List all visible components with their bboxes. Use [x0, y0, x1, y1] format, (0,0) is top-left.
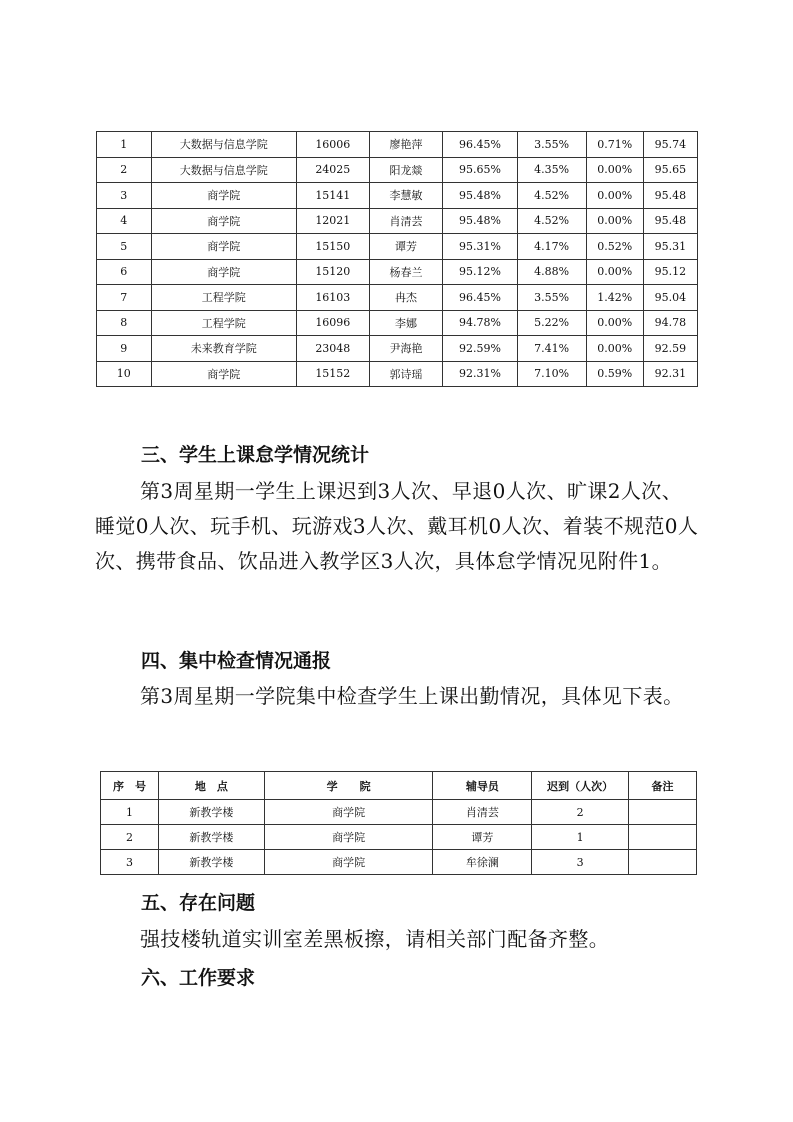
- rate-cell-2: 3.55%: [517, 132, 586, 158]
- staff-id-cell: 16006: [296, 132, 369, 158]
- staff-id-cell: 24025: [296, 157, 369, 183]
- rate-cell-3: 0.59%: [586, 361, 643, 387]
- rate-cell-2: 4.52%: [517, 208, 586, 234]
- rate-cell-3: 1.42%: [586, 285, 643, 311]
- number-cell: 2: [101, 825, 159, 850]
- score-cell: 92.31: [643, 361, 697, 387]
- rate-cell-3: 0.00%: [586, 259, 643, 285]
- score-cell: 95.12: [643, 259, 697, 285]
- college-cell: 商学院: [151, 183, 296, 209]
- section-4-paragraph: 第3周星期一学院集中检查学生上课出勤情况，具体见下表。: [140, 684, 684, 708]
- late-count-cell: 1: [532, 825, 629, 850]
- number-cell: 1: [101, 800, 159, 825]
- rank-cell: 5: [97, 234, 152, 260]
- college-cell: 大数据与信息学院: [151, 157, 296, 183]
- rate-cell-2: 4.88%: [517, 259, 586, 285]
- late-count-cell: 2: [532, 800, 629, 825]
- score-cell: 95.04: [643, 285, 697, 311]
- college-cell: 工程学院: [151, 310, 296, 336]
- name-cell: 廖艳萍: [369, 132, 443, 158]
- college-cell: 工程学院: [151, 285, 296, 311]
- ranking-row: [97, 259, 698, 285]
- col-header-number: 序 号: [101, 772, 159, 800]
- counselor-cell: 肖清芸: [433, 800, 532, 825]
- staff-id-cell: 15150: [296, 234, 369, 260]
- ranking-row: [97, 361, 698, 387]
- name-cell: 肖清芸: [369, 208, 443, 234]
- name-cell: 阳龙燚: [369, 157, 443, 183]
- rate-cell-1: 95.65%: [443, 157, 517, 183]
- rate-cell-1: 95.48%: [443, 208, 517, 234]
- score-cell: 95.48: [643, 208, 697, 234]
- college-cell: 商学院: [264, 800, 433, 825]
- section-3-paragraph: 第3周星期一学生上课迟到3人次、早退0人次、旷课2人次、睡觉0人次、玩手机、玩游戏3人次、戴耳机0人次、着装不规范0人次、携带食品、饮品进入教学区3人次，具体怠学情况见附件1。: [95, 479, 699, 573]
- col-header-location: 地 点: [158, 772, 264, 800]
- rank-cell: 7: [97, 285, 152, 311]
- score-cell: 92.59: [643, 336, 697, 362]
- rank-cell: 2: [97, 157, 152, 183]
- rate-cell-3: 0.71%: [586, 132, 643, 158]
- inspection-row: [101, 800, 697, 825]
- ranking-table-body: [97, 132, 698, 387]
- rate-cell-1: 94.78%: [443, 310, 517, 336]
- college-cell: 商学院: [151, 234, 296, 260]
- col-header-note: 备注: [629, 772, 697, 800]
- rank-cell: 9: [97, 336, 152, 362]
- note-cell: [629, 800, 697, 825]
- col-header-college: 学 院: [264, 772, 433, 800]
- location-cell: 新教学楼: [158, 800, 264, 825]
- location-cell: 新教学楼: [158, 850, 264, 875]
- ranking-row: [97, 132, 698, 158]
- rank-cell: 4: [97, 208, 152, 234]
- rate-cell-3: 0.00%: [586, 208, 643, 234]
- staff-id-cell: 15120: [296, 259, 369, 285]
- college-cell: 商学院: [264, 825, 433, 850]
- ranking-row: [97, 208, 698, 234]
- section-3-heading: 三、学生上课怠学情况统计: [141, 444, 370, 466]
- staff-id-cell: 16103: [296, 285, 369, 311]
- rank-cell: 1: [97, 132, 152, 158]
- rate-cell-3: 0.52%: [586, 234, 643, 260]
- rank-cell: 3: [97, 183, 152, 209]
- score-cell: 95.65: [643, 157, 697, 183]
- staff-id-cell: 12021: [296, 208, 369, 234]
- rank-cell: 6: [97, 259, 152, 285]
- score-cell: 95.74: [643, 132, 697, 158]
- name-cell: 杨春兰: [369, 259, 443, 285]
- ranking-row: [97, 157, 698, 183]
- ranking-row: [97, 285, 698, 311]
- rate-cell-2: 4.17%: [517, 234, 586, 260]
- number-cell: 3: [101, 850, 159, 875]
- rank-cell: 8: [97, 310, 152, 336]
- rate-cell-1: 95.48%: [443, 183, 517, 209]
- late-count-cell: 3: [532, 850, 629, 875]
- staff-id-cell: 15152: [296, 361, 369, 387]
- rate-cell-1: 92.31%: [443, 361, 517, 387]
- college-cell: 大数据与信息学院: [151, 132, 296, 158]
- score-cell: 94.78: [643, 310, 697, 336]
- college-cell: 商学院: [151, 208, 296, 234]
- section-5-heading: 五、存在问题: [141, 892, 256, 914]
- staff-id-cell: 23048: [296, 336, 369, 362]
- inspection-row: [101, 850, 697, 875]
- ranking-row: [97, 234, 698, 260]
- rate-cell-2: 4.52%: [517, 183, 586, 209]
- rate-cell-3: 0.00%: [586, 310, 643, 336]
- col-header-late-count: 迟到（人次）: [532, 772, 629, 800]
- staff-id-cell: 15141: [296, 183, 369, 209]
- score-cell: 95.31: [643, 234, 697, 260]
- section-5-paragraph: 强技楼轨道实训室差黑板擦，请相关部门配备齐整。: [140, 927, 610, 951]
- ranking-row: [97, 183, 698, 209]
- name-cell: 尹海艳: [369, 336, 443, 362]
- rate-cell-2: 7.41%: [517, 336, 586, 362]
- rate-cell-1: 96.45%: [443, 285, 517, 311]
- section-4-heading: 四、集中检查情况通报: [141, 650, 332, 672]
- rate-cell-3: 0.00%: [586, 183, 643, 209]
- staff-id-cell: 16096: [296, 310, 369, 336]
- ranking-row: [97, 336, 698, 362]
- rate-cell-2: 3.55%: [517, 285, 586, 311]
- college-cell: 商学院: [151, 259, 296, 285]
- college-cell: 未来教育学院: [151, 336, 296, 362]
- name-cell: 李娜: [369, 310, 443, 336]
- rate-cell-1: 95.12%: [443, 259, 517, 285]
- section-6-heading: 六、工作要求: [141, 967, 256, 989]
- name-cell: 谭芳: [369, 234, 443, 260]
- rate-cell-1: 92.59%: [443, 336, 517, 362]
- college-cell: 商学院: [264, 850, 433, 875]
- name-cell: 冉杰: [369, 285, 443, 311]
- inspection-table-body: [101, 800, 697, 875]
- rank-cell: 10: [97, 361, 152, 387]
- ranking-row: [97, 310, 698, 336]
- score-cell: 95.48: [643, 183, 697, 209]
- name-cell: 李慧敏: [369, 183, 443, 209]
- inspection-header-row: [101, 772, 697, 800]
- name-cell: 郭诗瑶: [369, 361, 443, 387]
- counselor-cell: 牟徐澜: [433, 850, 532, 875]
- note-cell: [629, 850, 697, 875]
- note-cell: [629, 825, 697, 850]
- col-header-counselor: 辅导员: [433, 772, 532, 800]
- rate-cell-2: 5.22%: [517, 310, 586, 336]
- counselor-cell: 谭芳: [433, 825, 532, 850]
- rate-cell-2: 7.10%: [517, 361, 586, 387]
- attendance-ranking-table: [96, 131, 698, 387]
- college-cell: 商学院: [151, 361, 296, 387]
- rate-cell-3: 0.00%: [586, 157, 643, 183]
- rate-cell-1: 96.45%: [443, 132, 517, 158]
- rate-cell-2: 4.35%: [517, 157, 586, 183]
- inspection-table: [100, 771, 697, 875]
- inspection-row: [101, 825, 697, 850]
- rate-cell-1: 95.31%: [443, 234, 517, 260]
- location-cell: 新教学楼: [158, 825, 264, 850]
- rate-cell-3: 0.00%: [586, 336, 643, 362]
